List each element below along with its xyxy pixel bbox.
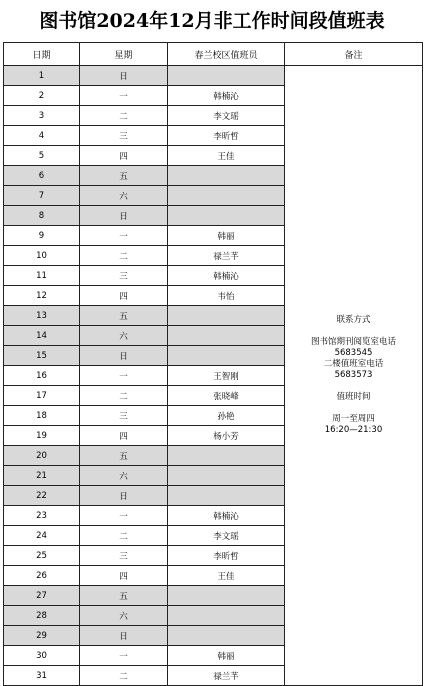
weekday-cell: 一: [80, 226, 168, 246]
staff-cell: 孙艳: [168, 406, 285, 426]
date-cell: 16: [4, 366, 80, 386]
duty-table: [3, 42, 423, 686]
note-spacer: [285, 403, 422, 414]
periodical-phone-label: 图书馆期刊阅览室电话: [310, 337, 396, 347]
staff-cell: 韩楠沁: [168, 266, 285, 286]
date-cell: 5: [4, 146, 80, 166]
date-cell: 7: [4, 186, 80, 206]
weekday-cell: 一: [80, 86, 168, 106]
weekday-cell: 一: [80, 646, 168, 666]
staff-cell: [168, 486, 285, 506]
weekday-cell: 三: [80, 266, 168, 286]
weekday-cell: 六: [80, 326, 168, 346]
date-cell: 17: [4, 386, 80, 406]
staff-cell: [168, 186, 285, 206]
date-cell: 20: [4, 446, 80, 466]
periodical-phone-number: 5683545: [334, 348, 373, 358]
weekday-cell: 五: [80, 166, 168, 186]
staff-cell: [168, 166, 285, 186]
weekday-cell: 二: [80, 666, 168, 686]
date-cell: 1: [4, 66, 80, 86]
staff-cell: 韩丽: [168, 646, 285, 666]
staff-cell: 王佳: [168, 566, 285, 586]
note-cell: [285, 66, 423, 686]
date-cell: 25: [4, 546, 80, 566]
weekday-cell: 一: [80, 366, 168, 386]
staff-cell: 禄兰芊: [168, 666, 285, 686]
date-cell: 15: [4, 346, 80, 366]
weekday-cell: 三: [80, 546, 168, 566]
date-cell: 8: [4, 206, 80, 226]
weekday-cell: 日: [80, 346, 168, 366]
staff-cell: 杨小芳: [168, 426, 285, 446]
date-cell: 27: [4, 586, 80, 606]
staff-cell: 李文瑶: [168, 106, 285, 126]
weekday-cell: 二: [80, 526, 168, 546]
weekday-cell: 五: [80, 306, 168, 326]
staff-cell: 王智刚: [168, 366, 285, 386]
staff-cell: 韩楠沁: [168, 506, 285, 526]
date-cell: 23: [4, 506, 80, 526]
staff-cell: [168, 66, 285, 86]
staff-cell: 张晓峰: [168, 386, 285, 406]
staff-cell: [168, 626, 285, 646]
duty-room-phone-number: 5683573: [334, 370, 373, 380]
staff-cell: 李昕哲: [168, 126, 285, 146]
table-body: [4, 66, 423, 686]
weekday-cell: 四: [80, 286, 168, 306]
table-row: [4, 66, 423, 86]
date-cell: 11: [4, 266, 80, 286]
weekday-cell: 三: [80, 126, 168, 146]
date-cell: 9: [4, 226, 80, 246]
staff-cell: 李文瑶: [168, 526, 285, 546]
staff-cell: 王佳: [168, 146, 285, 166]
table-header-row: [4, 43, 423, 66]
staff-cell: 韩楠沁: [168, 86, 285, 106]
duty-hours-heading: 值班时间: [336, 392, 371, 402]
weekday-cell: 四: [80, 566, 168, 586]
duty-hours-days: 周一至周四: [332, 414, 375, 424]
weekday-cell: 二: [80, 386, 168, 406]
weekday-cell: 五: [80, 586, 168, 606]
date-cell: 12: [4, 286, 80, 306]
date-cell: 19: [4, 426, 80, 446]
staff-cell: [168, 606, 285, 626]
staff-cell: [168, 306, 285, 326]
staff-cell: [168, 206, 285, 226]
duty-room-phone-label: 二楼值班室电话: [323, 359, 384, 369]
date-cell: 30: [4, 646, 80, 666]
note-spacer: [285, 326, 422, 337]
duty-hours-time: 16:20—21:30: [324, 425, 383, 435]
header-staff: 春兰校区值班员: [168, 43, 285, 66]
weekday-cell: 四: [80, 146, 168, 166]
date-cell: 22: [4, 486, 80, 506]
date-cell: 2: [4, 86, 80, 106]
weekday-cell: 五: [80, 446, 168, 466]
date-cell: 28: [4, 606, 80, 626]
date-cell: 21: [4, 466, 80, 486]
weekday-cell: 日: [80, 626, 168, 646]
staff-cell: 韦怡: [168, 286, 285, 306]
weekday-cell: 二: [80, 246, 168, 266]
weekday-cell: 四: [80, 426, 168, 446]
weekday-cell: 三: [80, 406, 168, 426]
staff-cell: [168, 586, 285, 606]
weekday-cell: 二: [80, 106, 168, 126]
staff-cell: 李昕哲: [168, 546, 285, 566]
date-cell: 10: [4, 246, 80, 266]
weekday-cell: 六: [80, 466, 168, 486]
weekday-cell: 日: [80, 66, 168, 86]
weekday-cell: 六: [80, 606, 168, 626]
header-note: 备注: [285, 43, 423, 66]
weekday-cell: 日: [80, 486, 168, 506]
staff-cell: 禄兰芊: [168, 246, 285, 266]
date-cell: 29: [4, 626, 80, 646]
staff-cell: [168, 326, 285, 346]
date-cell: 31: [4, 666, 80, 686]
date-cell: 26: [4, 566, 80, 586]
note-spacer: [285, 381, 422, 392]
date-cell: 18: [4, 406, 80, 426]
header-date: 日期: [4, 43, 80, 66]
date-cell: 4: [4, 126, 80, 146]
date-cell: 13: [4, 306, 80, 326]
weekday-cell: 一: [80, 506, 168, 526]
weekday-cell: 六: [80, 186, 168, 206]
staff-cell: [168, 446, 285, 466]
staff-cell: [168, 466, 285, 486]
weekday-cell: 日: [80, 206, 168, 226]
contact-heading: 联系方式: [336, 315, 371, 325]
date-cell: 3: [4, 106, 80, 126]
date-cell: 14: [4, 326, 80, 346]
header-weekday: 星期: [80, 43, 168, 66]
staff-cell: 韩丽: [168, 226, 285, 246]
date-cell: 24: [4, 526, 80, 546]
date-cell: 6: [4, 166, 80, 186]
staff-cell: [168, 346, 285, 366]
page-title: 图书馆2024年12月非工作时间段值班表: [39, 10, 385, 32]
